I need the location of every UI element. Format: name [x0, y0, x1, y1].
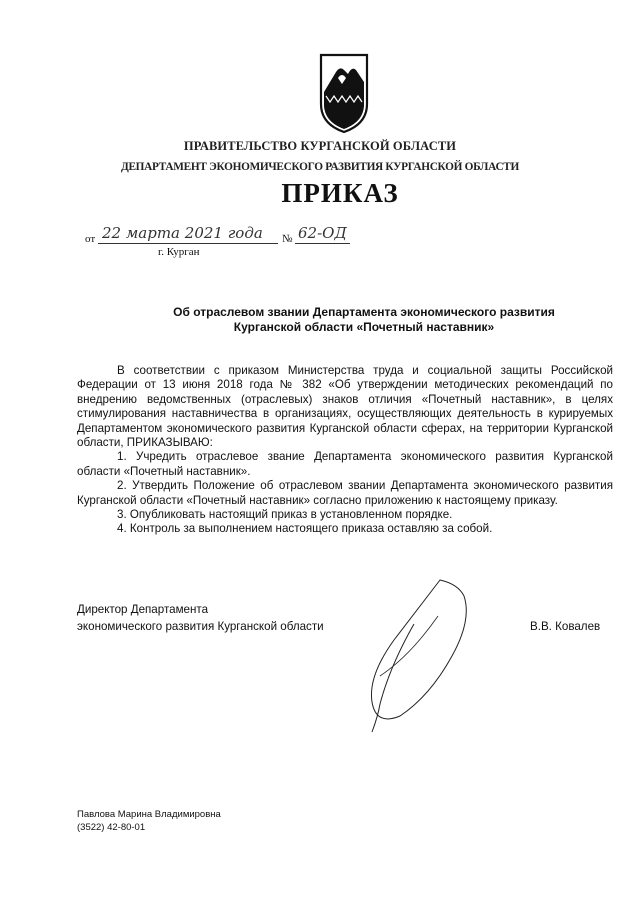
subject-line-2: Курганской области «Почетный наставник»: [233, 320, 495, 334]
preamble: В соответствии с приказом Министерства труда и социальной защиты Российской Федерации от 13 июня 2018 года № 382 «Об утверждении методических рекомендаций по внедрению ведомственных (отраслевых) знаков отличия «Почетный наставник», в целях стимулирования наставничества в организациях, осуществляющих деятельность в курируемых Департаментом экономического развития Курганской области сферах, на территории Курганской области, ПРИКАЗЫВАЮ:: [77, 364, 613, 450]
number-handwritten: 62-ОД: [298, 224, 347, 242]
signatory-title-line-1: Директор Департамента: [77, 603, 209, 616]
signatory-name: В.В. Ковалев: [530, 620, 601, 633]
signature-icon: [360, 576, 480, 740]
order-item-4: 4. Контроль за выполнением настоящего приказа оставляю за собой.: [117, 522, 493, 536]
order-item-1: 1. Учредить отраслевое звание Департамента экономического развития Курганской области «Почетный наставник».: [77, 450, 613, 478]
number-underline: [295, 243, 350, 244]
executor-phone: (3522) 42-80-01: [77, 822, 146, 833]
executor-name: Павлова Марина Владимировна: [77, 809, 221, 820]
government-name: ПРАВИТЕЛЬСТВО КУРГАНСКОЙ ОБЛАСТИ: [183, 139, 457, 153]
order-item-2: 2. Утвердить Положение об отраслевом звании Департамента экономического развития Курганской области «Почетный наставник» согласно приложению к настоящему приказу.: [77, 479, 613, 507]
signatory-title: [77, 601, 324, 635]
date-underline: [98, 243, 278, 244]
number-prefix: №: [282, 233, 293, 245]
date-handwritten: 22 марта 2021 года: [102, 224, 263, 242]
subject-line-1: Об отраслевом звании Департамента экономического развития: [173, 305, 555, 319]
city: г. Курган: [158, 246, 200, 258]
department-name: ДЕПАРТАМЕНТ ЭКОНОМИЧЕСКОГО РАЗВИТИЯ КУРГАНСКОЙ ОБЛАСТИ: [120, 161, 520, 173]
document-title: ПРИКАЗ: [281, 178, 399, 208]
signatory-title-line-2: экономического развития Курганской области: [77, 620, 324, 633]
order-body: [77, 364, 613, 537]
coat-of-arms-icon: [318, 52, 370, 134]
order-subject: [120, 305, 608, 335]
executor-info: [77, 808, 221, 834]
order-item-3: 3. Опубликовать настоящий приказ в установленном порядке.: [117, 508, 453, 522]
date-prefix: от: [85, 233, 96, 245]
